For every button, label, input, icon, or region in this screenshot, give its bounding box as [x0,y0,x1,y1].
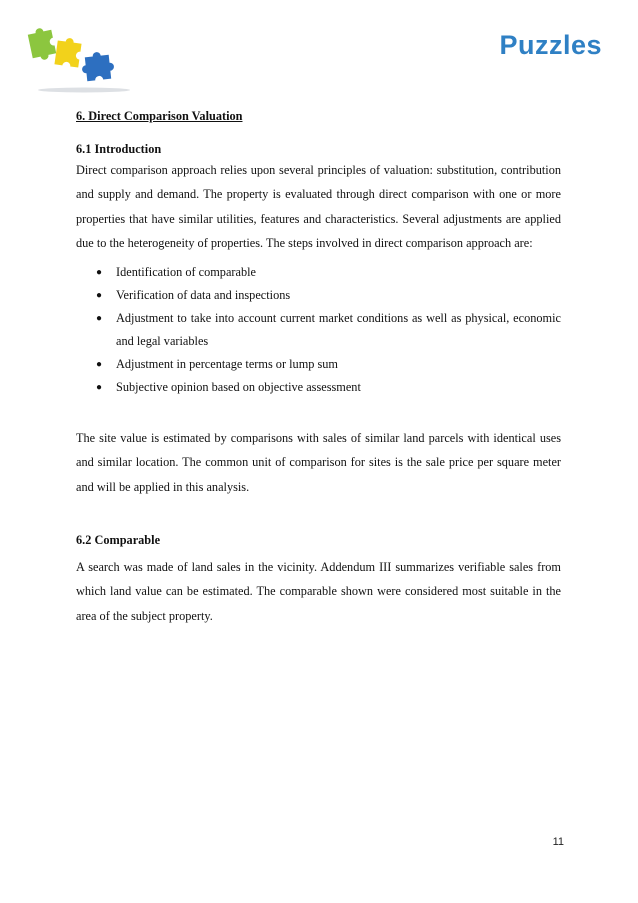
document-body [76,107,561,628]
list-item: ● Adjustment in percentage terms or lump sum [76,353,561,376]
list-item: ● Identification of comparable [76,261,561,284]
steps-list [76,261,561,399]
site-value-paragraph: The site value is estimated by comparisons with sales of similar land parcels with identical uses and similar location. The common unit of comparison for sites is the sale price per square meter and will be applied in this analysis. [76,431,561,494]
comparable-heading: 6.2 Comparable [76,533,161,548]
bullet-icon: ● [96,267,103,279]
bullet-icon: ● [96,290,103,302]
brand-title: Puzzles [499,30,602,60]
list-item: ● Subjective opinion based on objective assessment [76,376,561,399]
blue-puzzle-piece-icon [80,50,115,81]
puzzle-logo-icon [24,22,134,94]
section-title: 6. Direct Comparison Valuation [76,109,243,123]
list-item: ● Adjustment to take into account current market conditions as well as physical, economic and legal variables [76,307,561,353]
introduction-paragraph: Direct comparison approach relies upon several principles of valuation: substitution, contribution and supply and demand. The property is evaluated through direct comparison with one or more properties that have similar utilities, features and characteristics. Several adjustments are applied due to the heterogeneity of properties. The steps involved in direct comparison approach are: [76,163,561,250]
introduction-heading: 6.1 Introduction [76,142,162,156]
list-item: ● Verification of data and inspections [76,284,561,307]
yellow-puzzle-piece-icon [54,36,82,67]
bullet-icon: ● [96,313,103,325]
page-number: 11 [552,836,564,848]
bullet-icon: ● [96,359,103,371]
green-puzzle-piece-icon [27,26,57,62]
comparable-paragraph: A search was made of land sales in the vicinity. Addendum III summarizes verifiable sales from which land value can be estimated. The comparable shown were considered most suitable in the area of the subject property. [76,560,561,623]
bullet-icon: ● [96,382,103,394]
